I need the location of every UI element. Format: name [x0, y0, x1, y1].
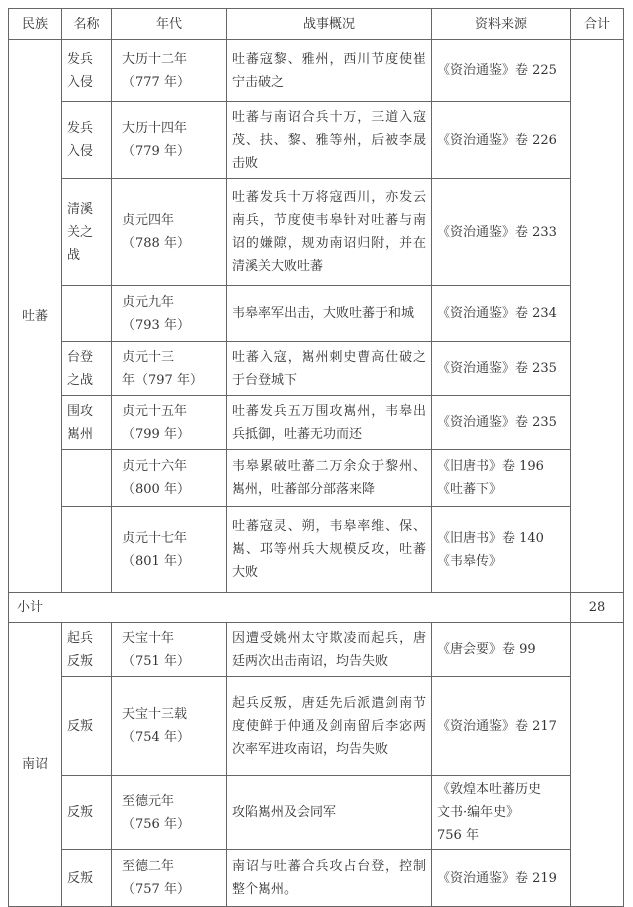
event-cell: 吐蕃寇灵、朔，韦皋率维、保、嶲、邛等州兵大规模反攻，吐蕃大败	[227, 507, 432, 593]
name-cell	[62, 40, 112, 102]
source-cell	[432, 179, 571, 286]
name-cell	[62, 850, 112, 907]
cell-line: 天宝十三载	[122, 707, 188, 722]
cell-line: （756 年）	[122, 816, 190, 832]
cell-line: 围攻	[67, 403, 94, 419]
nanzhao-section	[9, 623, 624, 907]
table-row	[9, 677, 624, 776]
era-cell	[112, 450, 227, 507]
source-cell	[432, 102, 571, 179]
event-cell: 韦皋率军出击，大败吐蕃于和城	[227, 286, 432, 342]
cell-line: 之战	[67, 372, 94, 388]
header-era: 年代	[112, 9, 227, 40]
cell-line: 《资治通鉴》卷 235	[437, 415, 557, 430]
era-cell	[112, 776, 227, 850]
event-cell: 吐蕃发兵五万围攻嶲州，韦皋出兵抵御，吐蕃无功而还	[227, 396, 432, 450]
table-row	[9, 286, 624, 342]
table-row	[9, 396, 624, 450]
era-cell	[112, 179, 227, 286]
table-row	[9, 507, 624, 593]
table-row	[9, 40, 624, 102]
event-cell: 吐蕃发兵十万将寇西川，亦发云南兵，节度使韦皋针对吐蕃与南诏的嫌隙，规劝南诏归附，并在清溪关大败吐蕃	[227, 179, 432, 286]
cell-line: 发兵	[67, 51, 94, 67]
cell-line: （757 年）	[122, 882, 190, 897]
header-nation: 民族	[9, 9, 62, 40]
cell-line: 《韦皋传》	[437, 553, 503, 569]
era-cell	[112, 396, 227, 450]
table-row	[9, 850, 624, 907]
event-cell: 攻陷嶲州及会同军	[227, 776, 432, 850]
name-cell	[62, 396, 112, 450]
name-cell	[62, 623, 112, 677]
cell-line: 清溪	[67, 201, 94, 217]
cell-line: 反叛	[67, 653, 94, 669]
source-cell	[432, 396, 571, 450]
cell-line: 至德二年	[122, 859, 175, 874]
source-cell	[432, 507, 571, 593]
cell-line: 台登	[67, 349, 94, 365]
event-cell: 韦皋累破吐蕃二万余众于黎州、嶲州，吐蕃部分部落来降	[227, 450, 432, 507]
tubo-section	[9, 40, 624, 593]
cell-line: 发兵	[67, 121, 94, 136]
name-cell	[62, 450, 112, 507]
name-cell	[62, 342, 112, 396]
cell-line: 《资治通鉴》卷 233	[437, 224, 557, 240]
cell-line: 《吐蕃下》	[437, 482, 503, 497]
cell-line: 大历十二年	[122, 51, 188, 67]
era-cell	[112, 102, 227, 179]
cell-line: 贞元十七年	[122, 530, 188, 546]
event-cell: 起兵反叛，唐廷先后派遣剑南节度使鲜于仲通及剑南留后李宓两次率军进攻南诏，均告失败	[227, 677, 432, 776]
header-source: 资料来源	[432, 9, 571, 40]
cell-line: 《资治通鉴》卷 226	[437, 132, 557, 148]
source-cell	[432, 677, 571, 776]
event-cell: 因遭受姚州太守欺凌而起兵，唐廷两次出击南诏，均告失败	[227, 623, 432, 677]
era-cell	[112, 286, 227, 342]
cell-line: 《旧唐书》卷 196	[437, 459, 544, 474]
source-cell	[432, 850, 571, 907]
cell-line: 入侵	[67, 144, 94, 159]
cell-line: 《资治通鉴》卷 217	[437, 718, 557, 734]
nation-cell: 吐蕃	[9, 40, 62, 593]
cell-line: （800 年）	[122, 482, 190, 497]
table-row	[9, 776, 624, 850]
cell-line: 关之	[67, 224, 94, 240]
cell-line: 贞元九年	[122, 294, 175, 310]
table-row	[9, 102, 624, 179]
cell-line: 大历十四年	[122, 121, 188, 136]
cell-line: 战	[67, 247, 81, 263]
cell-line: （751 年）	[122, 653, 190, 669]
cell-line: 入侵	[67, 74, 94, 90]
era-cell	[112, 507, 227, 593]
table-row	[9, 623, 624, 677]
warfare-table	[8, 8, 624, 907]
table-row	[9, 342, 624, 396]
cell-line: 贞元四年	[122, 213, 175, 228]
header-row	[9, 9, 624, 40]
era-cell	[112, 677, 227, 776]
header-event: 战事概况	[227, 9, 432, 40]
cell-line: （779 年）	[122, 144, 190, 159]
cell-line: 《资治通鉴》卷 234	[437, 306, 557, 321]
subtotal-label: 小计	[9, 593, 571, 623]
cell-line: 反叛	[67, 718, 94, 734]
cell-line: 文书·编年史》	[437, 805, 520, 820]
table-row	[9, 450, 624, 507]
total-cell	[571, 623, 624, 907]
name-cell	[62, 102, 112, 179]
total-cell	[571, 40, 624, 593]
era-cell	[112, 623, 227, 677]
event-cell: 南诏与吐蕃合兵攻占台登，控制整个嶲州。	[227, 850, 432, 907]
cell-line: 贞元十三	[122, 349, 175, 365]
cell-line: 天宝十年	[122, 630, 175, 646]
cell-line: 《资治通鉴》卷 219	[437, 870, 557, 886]
era-cell	[112, 342, 227, 396]
cell-line: （777 年）	[122, 74, 190, 90]
cell-line: 反叛	[67, 805, 94, 820]
cell-line: 《唐会要》卷 99	[437, 642, 536, 657]
source-cell	[432, 286, 571, 342]
name-cell	[62, 677, 112, 776]
header-name: 名称	[62, 9, 112, 40]
cell-line: 《敦煌本吐蕃历史	[437, 782, 542, 797]
cell-line: 反叛	[67, 870, 94, 886]
cell-line: 贞元十六年	[122, 459, 188, 474]
cell-line: 起兵	[67, 630, 94, 646]
source-cell	[432, 40, 571, 102]
header-total: 合计	[571, 9, 624, 40]
source-cell	[432, 623, 571, 677]
event-cell: 吐蕃寇黎、雅州，西川节度使崔宁击破之	[227, 40, 432, 102]
subtotal-value: 28	[571, 593, 624, 623]
event-cell: 吐蕃入寇，嶲州刺史曹高仕破之于台登城下	[227, 342, 432, 396]
era-cell	[112, 850, 227, 907]
cell-line: （793 年）	[122, 317, 190, 333]
cell-line: 年（797 年）	[122, 372, 203, 388]
cell-line: 贞元十五年	[122, 403, 188, 419]
name-cell	[62, 507, 112, 593]
cell-line: 756 年	[437, 828, 479, 843]
era-cell	[112, 40, 227, 102]
cell-line: 《资治通鉴》卷 235	[437, 361, 557, 376]
nation-cell: 南诏	[9, 623, 62, 907]
name-cell	[62, 179, 112, 286]
cell-line: （799 年）	[122, 426, 190, 442]
cell-line: 《旧唐书》卷 140	[437, 530, 544, 546]
cell-line: （788 年）	[122, 236, 190, 251]
event-cell: 吐蕃与南诏合兵十万，三道入寇茂、扶、黎、雅等州，后被李晟击败	[227, 102, 432, 179]
source-cell	[432, 776, 571, 850]
name-cell	[62, 776, 112, 850]
cell-line: 嶲州	[67, 426, 94, 442]
source-cell	[432, 342, 571, 396]
cell-line: （754 年）	[122, 730, 190, 745]
source-cell	[432, 450, 571, 507]
subtotal-row	[9, 593, 624, 623]
cell-line: 至德元年	[122, 793, 175, 809]
table-row	[9, 179, 624, 286]
name-cell	[62, 286, 112, 342]
cell-line: （801 年）	[122, 553, 190, 569]
cell-line: 《资治通鉴》卷 225	[437, 63, 557, 78]
